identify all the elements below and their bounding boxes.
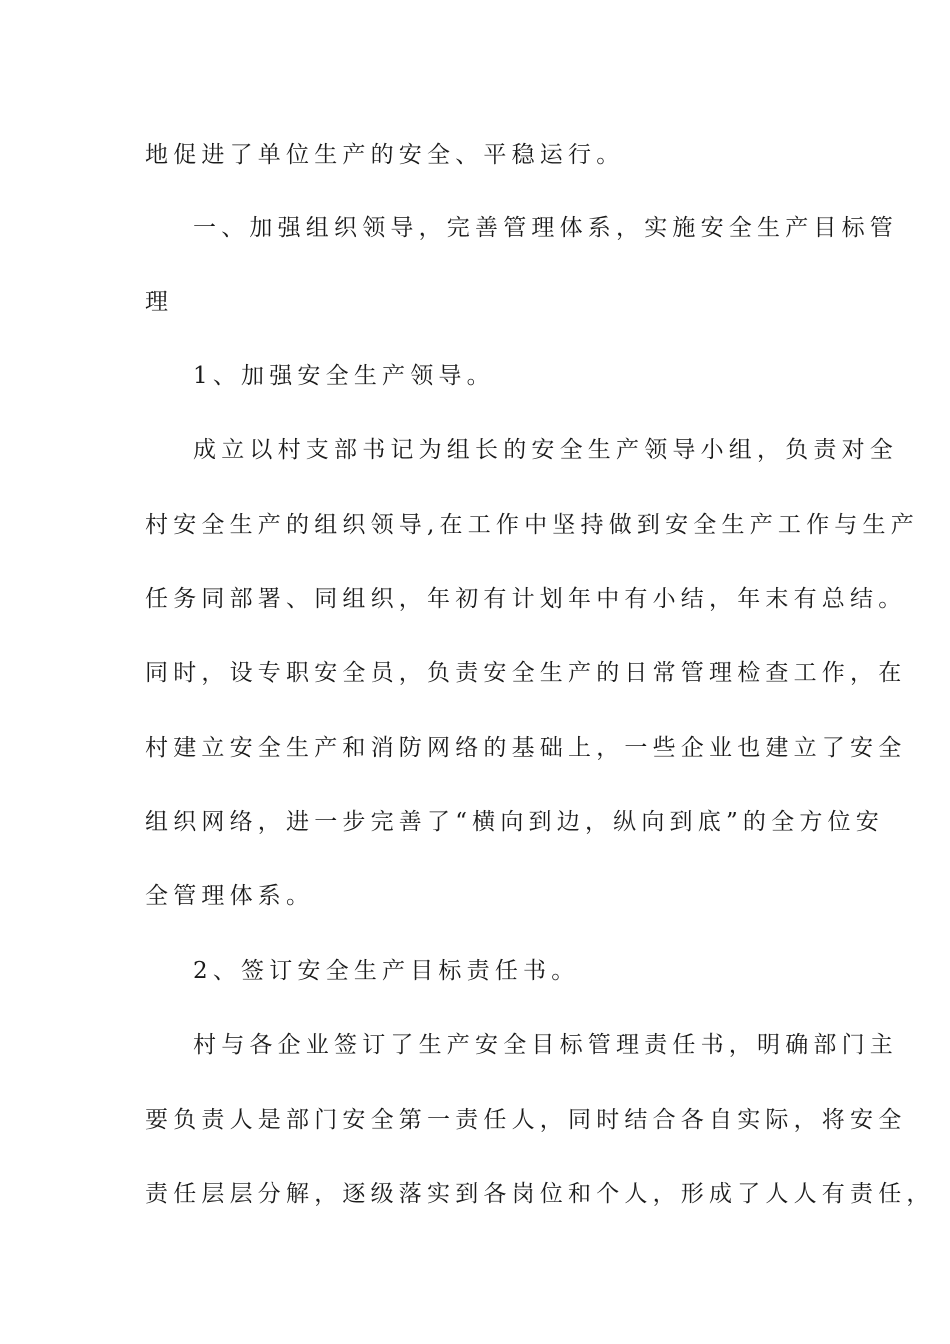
subheading-1: 1、加强安全生产领导。 [193, 363, 495, 389]
paragraph-line: 组织网络，进一步完善了“横向到边，纵向到底”的全方位安 [145, 809, 884, 835]
paragraph-line: 村安全生产的组织领导,在工作中坚持做到安全生产工作与生产 [145, 512, 919, 538]
subheading-2: 2、签订安全生产目标责任书。 [193, 958, 580, 984]
paragraph-line: 村与各企业签订了生产安全目标管理责任书，明确部门主 [193, 1032, 898, 1058]
paragraph-line: 同时，设专职安全员，负责安全生产的日常管理检查工作，在 [145, 660, 907, 686]
paragraph-line: 全管理体系。 [145, 883, 315, 909]
paragraph-line: 村建立安全生产和消防网络的基础上，一些企业也建立了安全 [145, 735, 907, 761]
paragraph-line: 要负责人是部门安全第一责任人，同时结合各自实际，将安全 [145, 1107, 907, 1133]
paragraph-line: 责任层层分解，逐级落实到各岗位和个人，形成了人人有责任， [145, 1181, 935, 1207]
section-heading-1: 一、加强组织领导，完善管理体系，实施安全生产目标管 [193, 215, 898, 241]
paragraph-line: 任务同部署、同组织，年初有计划年中有小结，年末有总结。 [145, 586, 907, 612]
paragraph-line-continuation: 地促进了单位生产的安全、平稳运行。 [145, 142, 625, 168]
section-heading-1-continuation: 理 [145, 289, 174, 315]
paragraph-line: 成立以村支部书记为组长的安全生产领导小组，负责对全 [193, 437, 898, 463]
